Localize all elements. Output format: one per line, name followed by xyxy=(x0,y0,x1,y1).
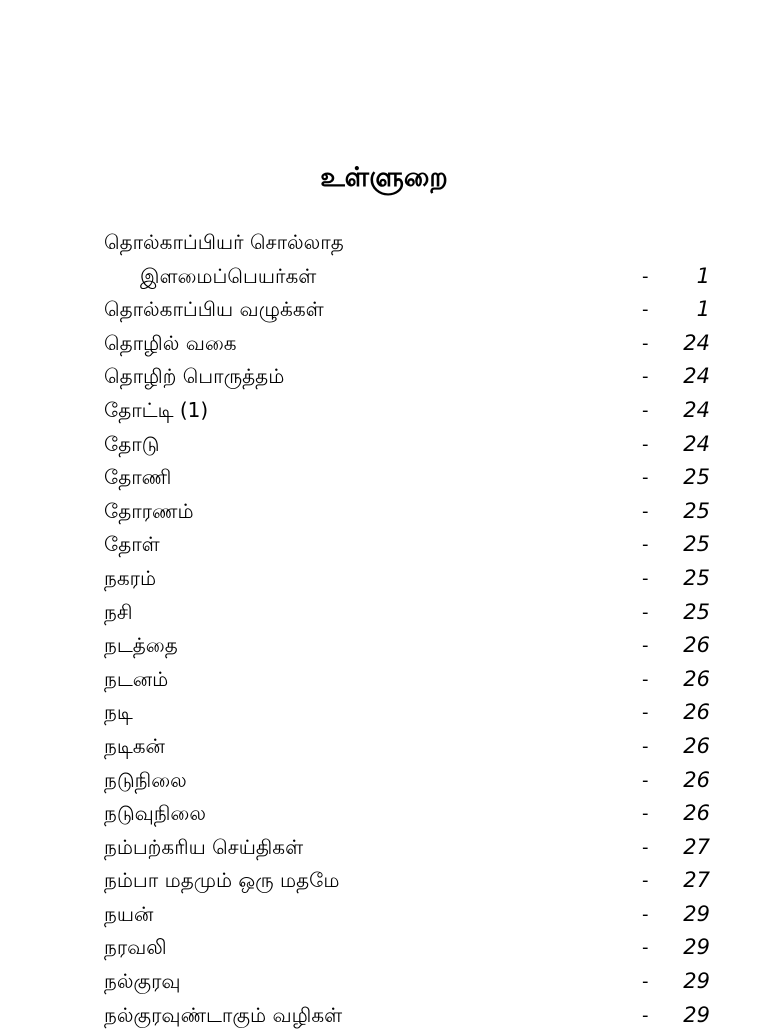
toc-separator: - xyxy=(642,567,649,589)
toc-page-number: 29 xyxy=(683,901,710,926)
toc-separator: - xyxy=(642,299,649,321)
toc-row xyxy=(104,931,718,965)
toc-page-number: 25 xyxy=(683,465,710,490)
toc-entry-title: நரவலி xyxy=(104,935,167,960)
toc-row xyxy=(104,831,718,865)
toc-page-number: 29 xyxy=(683,969,710,994)
toc-page-number: 26 xyxy=(683,733,710,758)
toc-row xyxy=(104,394,718,428)
toc-page-number: 24 xyxy=(683,397,710,422)
toc-entry-title: நடனம் xyxy=(104,666,169,691)
toc-row xyxy=(104,495,718,529)
toc-separator: - xyxy=(642,702,649,724)
toc-entry-title: நல்குரவுண்டாகும் வழிகள் xyxy=(104,1002,343,1027)
toc-separator: - xyxy=(642,332,649,354)
toc-row xyxy=(104,965,718,999)
toc-page-number: 26 xyxy=(683,700,710,725)
toc-row xyxy=(104,864,718,898)
toc-row xyxy=(104,663,718,697)
toc-entry-title: நடிகன் xyxy=(104,733,165,758)
toc-separator: - xyxy=(642,769,649,791)
toc-entry-title: நசி xyxy=(104,599,133,624)
toc-entry-title: தொழில் வகை xyxy=(104,330,237,355)
toc-entry-title: நடி xyxy=(104,700,133,725)
toc-page-number: 1 xyxy=(696,263,710,288)
toc-page-number: 25 xyxy=(683,532,710,557)
toc-entry-title: தோடு xyxy=(104,431,160,456)
toc-entry-title: தோள் xyxy=(104,532,160,557)
toc-separator: - xyxy=(642,803,649,825)
toc-row xyxy=(104,999,718,1032)
toc-row xyxy=(104,596,718,630)
toc-row xyxy=(104,629,718,663)
toc-separator: - xyxy=(642,836,649,858)
page-title: உள்ளுறை xyxy=(320,162,448,193)
toc-entry-title: தோரணம் xyxy=(104,498,194,523)
toc-entry-title: தொழிற் பொருத்தம் xyxy=(104,364,285,389)
toc-entry-title: நடுவுநிலை xyxy=(104,801,206,826)
toc-page-number: 27 xyxy=(683,834,710,859)
toc-entry-title: தோட்டி (1) xyxy=(104,397,209,422)
toc-entry-title: நம்பா மதமும் ஒரு மதமே xyxy=(104,868,340,893)
toc-page-number: 25 xyxy=(683,599,710,624)
toc-page-number: 26 xyxy=(683,633,710,658)
toc-row xyxy=(104,461,718,495)
toc-entry-title: இளமைப்பெயர்கள் xyxy=(140,263,317,288)
toc-row xyxy=(104,898,718,932)
toc-separator: - xyxy=(642,399,649,421)
toc-page-number: 24 xyxy=(683,330,710,355)
toc-separator: - xyxy=(642,467,649,489)
toc-entry-title: நம்பற்கரிய செய்திகள் xyxy=(104,834,304,859)
toc-row xyxy=(104,226,718,260)
toc-page-number: 29 xyxy=(683,1002,710,1027)
toc-row xyxy=(104,730,718,764)
toc-separator: - xyxy=(642,735,649,757)
toc-separator: - xyxy=(642,366,649,388)
toc-row xyxy=(104,360,718,394)
toc-separator: - xyxy=(642,265,649,287)
toc-separator: - xyxy=(642,971,649,993)
toc-entry-title: தோணி xyxy=(104,465,172,490)
toc-row xyxy=(104,528,718,562)
toc-separator: - xyxy=(642,870,649,892)
toc-entry-title: நடுநிலை xyxy=(104,767,187,792)
toc-row xyxy=(104,562,718,596)
toc-separator: - xyxy=(642,1004,649,1026)
toc-separator: - xyxy=(642,500,649,522)
toc-page-number: 24 xyxy=(683,364,710,389)
toc-entry-title: நல்குரவு xyxy=(104,969,181,994)
toc-separator: - xyxy=(642,601,649,623)
toc-page-number: 1 xyxy=(696,297,710,322)
toc-entry-title: நயன் xyxy=(104,901,154,926)
toc-page-number: 26 xyxy=(683,767,710,792)
toc-entry-title: நகரம் xyxy=(104,565,157,590)
toc-page-number: 24 xyxy=(683,431,710,456)
toc-entry-title: தொல்காப்பிய வழுக்கள் xyxy=(104,297,324,322)
toc-row xyxy=(104,260,718,294)
toc-separator: - xyxy=(642,903,649,925)
toc-row xyxy=(104,293,718,327)
toc-row xyxy=(104,797,718,831)
toc-row xyxy=(104,696,718,730)
toc-row xyxy=(104,327,718,361)
toc-page-number: 26 xyxy=(683,666,710,691)
toc-separator: - xyxy=(642,534,649,556)
toc-entry-title: தொல்காப்பியர் சொல்லாத xyxy=(104,230,344,254)
table-of-contents xyxy=(104,226,718,1032)
toc-page-number: 25 xyxy=(683,498,710,523)
toc-page-number: 27 xyxy=(683,868,710,893)
toc-page-number: 26 xyxy=(683,801,710,826)
toc-row xyxy=(104,428,718,462)
toc-row xyxy=(104,764,718,798)
toc-page-number: 29 xyxy=(683,935,710,960)
toc-page-number: 25 xyxy=(683,565,710,590)
toc-separator: - xyxy=(642,433,649,455)
toc-separator: - xyxy=(642,635,649,657)
toc-entry-title: நடத்தை xyxy=(104,633,178,658)
toc-separator: - xyxy=(642,668,649,690)
toc-separator: - xyxy=(642,937,649,959)
